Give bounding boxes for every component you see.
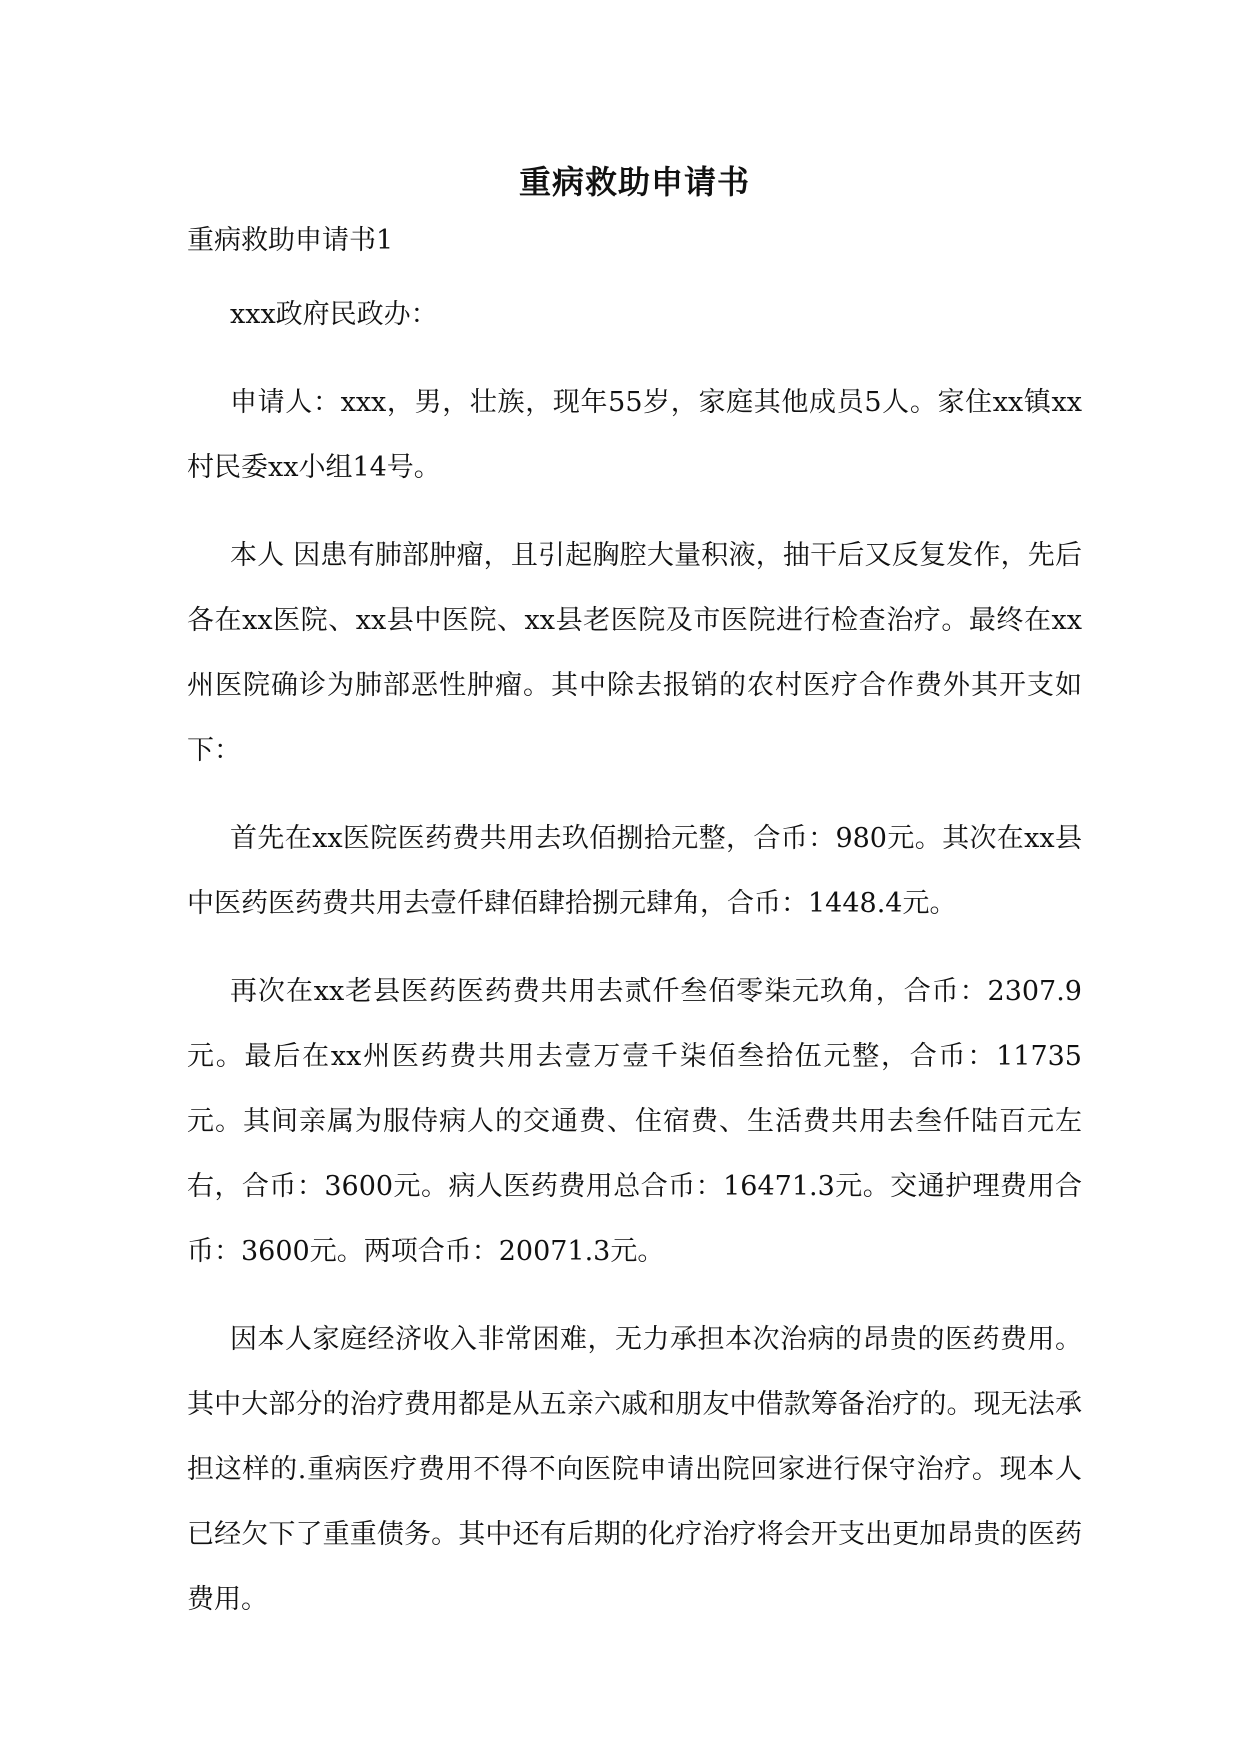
- illness-paragraph: 本人 因患有肺部肿瘤，且引起胸腔大量积液，抽干后又反复发作，先后各在xx医院、xx县中医院、xx县老医院及市医院进行检查治疗。最终在xx州医院确诊为肺部恶性肿瘤。其中除去报销的农村医疗合作费外其开支如下：: [187, 540, 1082, 766]
- document-body: [187, 160, 1082, 1632]
- document-subtitle: 重病救助申请书1: [187, 225, 394, 256]
- document-title: 重病救助申请书: [518, 163, 750, 201]
- expense-paragraph-2: 再次在xx老县医药医药费共用去贰仟叁佰零柒元玖角，合币：2307.9元。最后在xx州医药费共用去壹万壹千柒佰叁拾伍元整，合币：11735元。其间亲属为服侍病人的交通费、住宿费、生活费共用去叁仟陆百元左右，合币：3600元。病人医药费用总合币：16471.3元。交通护理费用合币：3600元。两项合币：20071.3元。: [187, 976, 1082, 1267]
- expense-paragraph-1: 首先在xx医院医药费共用去玖佰捌拾元整，合币：980元。其次在xx县中医药医药费共用去壹仟肆佰肆拾捌元肆角，合币：1448.4元。: [187, 823, 1082, 919]
- hardship-paragraph: 因本人家庭经济收入非常困难，无力承担本次治病的昂贵的医药费用。其中大部分的治疗费用都是从五亲六戚和朋友中借款筹备治疗的。现无法承担这样的.重病医疗费用不得不向医院申请出院回家进行保守治疗。现本人已经欠下了重重债务。其中还有后期的化疗治疗将会开支出更加昂贵的医药费用。: [187, 1324, 1082, 1615]
- salutation: xxx政府民政办：: [230, 299, 438, 330]
- applicant-info-paragraph: 申请人：xxx，男，壮族，现年55岁，家庭其他成员5人。家住xx镇xx村民委xx小组14号。: [187, 387, 1082, 483]
